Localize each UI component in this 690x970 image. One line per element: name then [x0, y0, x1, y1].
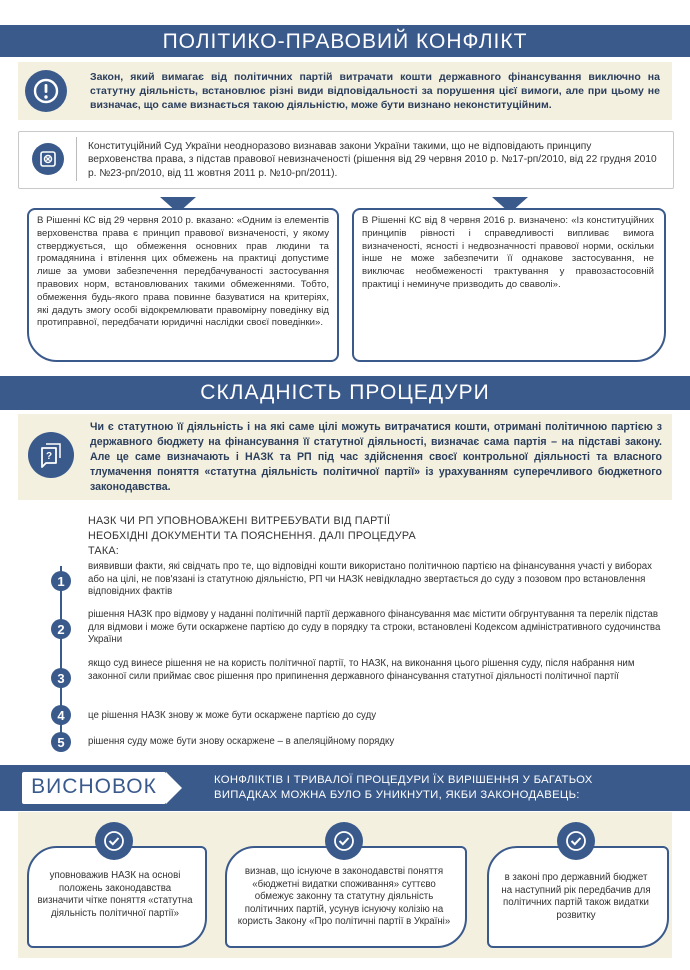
section-title-procedure: СКЛАДНІСТЬ ПРОЦЕДУРИ [200, 381, 490, 404]
step-number-5: 5 [51, 732, 71, 752]
conclusion-card-text-1: уповноважив НАЗК на основі положень законодавства визначити чітке поняття «статутна діяльність політичної партії» [37, 870, 193, 919]
exclamation-icon [25, 70, 67, 112]
step-text-5: рішення суду може бути знову оскаржене – в апеляційному порядку [88, 736, 395, 747]
page-title: ПОЛІТИКО-ПРАВОВИЙ КОНФЛІКТ [162, 30, 528, 53]
checkmark-icon [95, 822, 133, 860]
quote-text-right: В Рішенні КС від 8 червня 2016 р. визначено: «Із конституційних принципів рівності і справедливості випливає вимога визначеності, ясності і недвозначності правової норми, оскільки інше не може забезпечити її однакове застосування, не виключає необмеженості трактування у правозастосовній практиці і неминуче призводить до сваволі». [362, 215, 654, 290]
court-divider [76, 137, 77, 181]
step-number-4: 4 [51, 705, 71, 725]
quote-text-left: В Рішенні КС від 29 червня 2010 р. вказано: «Одним із елементів верховенства права є принцип правової визначеності, у якому стверджується, що обмеження основних прав людини та громадянина і втілення цих обмежень на практиці допустиме лише за умови забезпечення передбачуваності застосування правових норм, встановлюваних такими обмеженнями. Тобто, обмеження будь-якого права повинне базуватися на критеріях, які дадуть змогу особі відокремлювати правомірну поведінку від протиправної, передбачати юридичні наслідки своєї поведінки». [37, 215, 329, 329]
step-text-4: це рішення НАЗК знову ж може бути оскаржене партією до суду [88, 710, 377, 721]
conclusion-card-text-3: в законі про державний бюджет на наступний рік передбачив для політичних партій також видатки розвитку [501, 872, 651, 921]
step-number-1: 1 [51, 571, 71, 591]
step-number-3: 3 [51, 668, 71, 688]
svg-text:?: ? [45, 451, 53, 462]
conclusion-label: ВИСНОВОК [31, 775, 157, 798]
warning-text: Закон, який вимагає від політичних партій витрачати кошти державного фінансування виключно на статутну діяльність, встановлює різні види відповідальності за порушення цієї вимоги, але при цьому не визначає, що саме визнається такою діяльністю, може бути визнано неконституційним. [90, 71, 660, 111]
conclusion-label-arrow [166, 772, 182, 804]
conclusion-card-text-2: визнав, що існуюче в законодавстві поняття «бюджетні видатки споживання» суттєво обмежує законну та статутну діяльність політичних партій, усунув існуючу колізію на користь Закону «Про політичні партії в Україні» [237, 866, 451, 927]
step-number-2: 2 [51, 619, 71, 639]
question-text: Чи є статутною її діяльність і на які саме цілі можуть витрачатися кошти, отримані політичною партією з державного бюджету на фінансування її статутної діяльності, визначає сама партія – на підставі закону. Але це саме визначають і НАЗК та РП під час здійснення своєї контрольної діяльності та власного тлумачення поняття «статутна діяльність політичної партії» із урахуванням суперечливого бюджетного законодавства. [90, 421, 662, 493]
step-text-3: якщо суд винесе рішення не на користь політичної партії, то НАЗК, на виконання цього рішення суду, після набрання ним законної сили приймає своє рішення про припинення державного фінансування статутної діяльності політичної партії [88, 658, 635, 682]
court-text: Конституційний Суд України неодноразово визнавав закони України такими, що не відповідають принципу верховенства права, з підстав правової невизначеності (рішення від 29 червня 2010 р. №17-рп/2010, від 22 грудня 2010 р. №23-рп/2010, від 11 жовтня 2011 р. №10-рп/2011). [88, 141, 657, 179]
step-text-1: виявивши факти, які свідчать про те, що відповідні кошти використано політичною партією на фінансування участі у виборах або на цілі, не пов'язані із статутною діяльністю, РП чи НАЗК невідкладно звертається до суду з позовом про встановлення відповідних фактів [88, 561, 653, 597]
checkmark-icon [325, 822, 363, 860]
conclusion-text: КОНФЛІКТІВ І ТРИВАЛОЇ ПРОЦЕДУРИ ЇХ ВИРІШЕННЯ У БАГАТЬОХ ВИПАДКАХ МОЖНА БУЛО Б УНИКНУТИ, ЯКБИ ЗАКОНОДАВЕЦЬ: [214, 774, 593, 801]
court-seal-icon [32, 143, 64, 175]
checkmark-icon [557, 822, 595, 860]
procedure-intro: НАЗК ЧИ РП УПОВНОВАЖЕНІ ВИТРЕБУВАТИ ВІД ПАРТІЇ НЕОБХІДНІ ДОКУМЕНТИ ТА ПОЯСНЕННЯ. ДАЛІ ПРОЦЕДУРА ТАКА: [88, 515, 416, 557]
question-document-icon [28, 432, 74, 478]
step-text-2: рішення НАЗК про відмову у наданні політичній партії державного фінансування має містити обгрунтування та перелік підстав для відмови і може бути оскаржене партією до суду в порядку та строки, встановлені Кодексом адміністративного судочинства України [88, 609, 661, 645]
